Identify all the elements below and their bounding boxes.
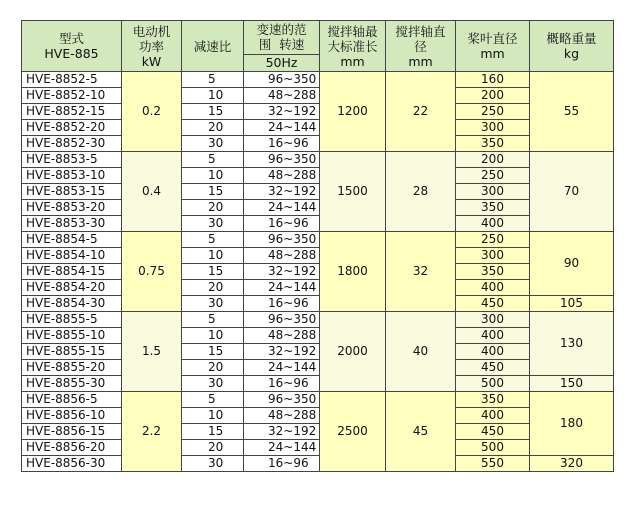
blade-diameter-cell: 250: [456, 168, 530, 184]
model-cell: HVE-8856-5: [22, 392, 122, 408]
header-weight-unit: kg: [563, 46, 580, 61]
ratio-cell: 10: [182, 168, 244, 184]
blade-diameter-cell: 300: [456, 184, 530, 200]
table-row: [22, 104, 614, 120]
ratio-cell: 30: [182, 456, 244, 472]
speed-cell: 48~288: [244, 248, 320, 264]
blade-diameter-cell: 300: [456, 120, 530, 136]
blade-diameter-cell: 160: [456, 72, 530, 88]
spec-table-body: [22, 72, 614, 472]
model-cell: HVE-8856-15: [22, 424, 122, 440]
shaft-diameter-cell: 28: [386, 152, 456, 232]
header-model-line-1: 型式: [58, 31, 84, 46]
table-row: [22, 88, 614, 104]
ratio-cell: 15: [182, 104, 244, 120]
blade-diameter-cell: 450: [456, 360, 530, 376]
ratio-cell: 30: [182, 216, 244, 232]
ratio-cell: 5: [182, 72, 244, 88]
header-diameter-line-1: 搅拌轴直: [395, 23, 446, 39]
speed-cell: 24~144: [244, 280, 320, 296]
ratio-cell: 10: [182, 328, 244, 344]
model-cell: HVE-8855-15: [22, 344, 122, 360]
blade-diameter-cell: 250: [456, 104, 530, 120]
ratio-cell: 5: [182, 232, 244, 248]
header-diameter-line-2: 径: [414, 38, 427, 54]
table-row: [22, 248, 614, 264]
header-power: [122, 21, 182, 72]
blade-diameter-cell: 300: [456, 312, 530, 328]
speed-cell: 24~144: [244, 360, 320, 376]
ratio-cell: 20: [182, 280, 244, 296]
header-power-line-2: 功率: [138, 38, 164, 54]
power-cell: 0.2: [122, 72, 182, 152]
table-row: [22, 328, 614, 344]
shaft-length-cell: 2500: [320, 392, 386, 472]
spec-table: [21, 20, 614, 472]
speed-cell: 16~96: [244, 216, 320, 232]
blade-diameter-cell: 400: [456, 328, 530, 344]
shaft-length-cell: 2000: [320, 312, 386, 392]
blade-diameter-cell: 200: [456, 88, 530, 104]
speed-cell: 32~192: [244, 104, 320, 120]
table-row: [22, 184, 614, 200]
shaft-length-cell: 1200: [320, 72, 386, 152]
weight-cell: 90: [530, 232, 614, 296]
ratio-cell: 30: [182, 376, 244, 392]
model-cell: HVE-8854-15: [22, 264, 122, 280]
model-cell: HVE-8856-20: [22, 440, 122, 456]
blade-diameter-cell: 350: [456, 136, 530, 152]
header-speed-unit: 50Hz: [244, 54, 319, 70]
ratio-cell: 30: [182, 296, 244, 312]
speed-cell: 16~96: [244, 296, 320, 312]
header-shaft-length: [320, 21, 386, 72]
blade-diameter-cell: 450: [456, 296, 530, 312]
ratio-cell: 5: [182, 312, 244, 328]
blade-diameter-cell: 500: [456, 376, 530, 392]
table-row: [22, 344, 614, 360]
speed-cell: 48~288: [244, 88, 320, 104]
table-row: [22, 216, 614, 232]
speed-cell: 32~192: [244, 344, 320, 360]
header-shaft-line-1: 搅拌轴最: [327, 23, 378, 39]
header-row: [22, 21, 614, 72]
blade-diameter-cell: 350: [456, 392, 530, 408]
speed-cell: 24~144: [244, 120, 320, 136]
header-weight-label: 概略重量: [546, 31, 597, 46]
weight-cell: 105: [530, 296, 614, 312]
header-diameter-unit: mm: [408, 53, 433, 69]
speed-cell: 96~350: [244, 232, 320, 248]
header-shaft-diameter: [386, 21, 456, 72]
shaft-length-cell: 1500: [320, 152, 386, 232]
header-weight: [530, 21, 614, 72]
ratio-cell: 5: [182, 392, 244, 408]
model-cell: HVE-8853-5: [22, 152, 122, 168]
ratio-cell: 15: [182, 184, 244, 200]
speed-cell: 48~288: [244, 408, 320, 424]
header-model: [22, 21, 122, 72]
header-speed: [244, 21, 320, 72]
blade-diameter-cell: 350: [456, 200, 530, 216]
shaft-diameter-cell: 22: [386, 72, 456, 152]
header-shaft-line-2: 大标准长: [327, 38, 378, 54]
blade-diameter-cell: 350: [456, 264, 530, 280]
ratio-cell: 30: [182, 136, 244, 152]
shaft-diameter-cell: 32: [386, 232, 456, 312]
blade-diameter-cell: 450: [456, 424, 530, 440]
ratio-cell: 15: [182, 264, 244, 280]
shaft-diameter-cell: 40: [386, 312, 456, 392]
speed-cell: 48~288: [244, 328, 320, 344]
weight-cell: 320: [530, 456, 614, 472]
model-cell: HVE-8855-5: [22, 312, 122, 328]
model-cell: HVE-8852-15: [22, 104, 122, 120]
model-cell: HVE-8855-10: [22, 328, 122, 344]
model-cell: HVE-8854-10: [22, 248, 122, 264]
header-blade: [456, 21, 530, 72]
blade-diameter-cell: 200: [456, 152, 530, 168]
table-row: [22, 72, 614, 88]
table-row: [22, 440, 614, 456]
power-cell: 1.5: [122, 312, 182, 392]
power-cell: 0.4: [122, 152, 182, 232]
model-cell: HVE-8852-20: [22, 120, 122, 136]
weight-cell: 180: [530, 392, 614, 456]
header-speed-line-1: 变速的范: [256, 22, 307, 37]
speed-cell: 96~350: [244, 312, 320, 328]
model-cell: HVE-8853-15: [22, 184, 122, 200]
table-row: [22, 168, 614, 184]
ratio-cell: 20: [182, 120, 244, 136]
speed-cell: 16~96: [244, 456, 320, 472]
model-cell: HVE-8855-20: [22, 360, 122, 376]
speed-cell: 32~192: [244, 184, 320, 200]
blade-diameter-cell: 400: [456, 280, 530, 296]
blade-diameter-cell: 400: [456, 216, 530, 232]
table-row: [22, 136, 614, 152]
blade-diameter-cell: 500: [456, 440, 530, 456]
blade-diameter-cell: 400: [456, 344, 530, 360]
speed-cell: 96~350: [244, 72, 320, 88]
speed-cell: 32~192: [244, 264, 320, 280]
speed-cell: 48~288: [244, 168, 320, 184]
blade-diameter-cell: 400: [456, 408, 530, 424]
weight-cell: 55: [530, 72, 614, 152]
table-row: [22, 424, 614, 440]
speed-cell: 24~144: [244, 440, 320, 456]
header-shaft-unit: mm: [340, 53, 365, 69]
speed-cell: 96~350: [244, 392, 320, 408]
model-cell: HVE-8856-30: [22, 456, 122, 472]
model-cell: HVE-8856-10: [22, 408, 122, 424]
ratio-cell: 20: [182, 200, 244, 216]
model-cell: HVE-8854-5: [22, 232, 122, 248]
speed-cell: 96~350: [244, 152, 320, 168]
table-row: [22, 296, 614, 312]
header-blade-unit: mm: [480, 46, 505, 61]
weight-cell: 130: [530, 312, 614, 376]
speed-cell: 16~96: [244, 376, 320, 392]
ratio-cell: 20: [182, 440, 244, 456]
model-cell: HVE-8852-10: [22, 88, 122, 104]
ratio-cell: 15: [182, 424, 244, 440]
table-row: [22, 408, 614, 424]
weight-cell: 70: [530, 152, 614, 232]
header-ratio: [182, 21, 244, 72]
table-row: [22, 152, 614, 168]
weight-cell: 150: [530, 376, 614, 392]
ratio-cell: 10: [182, 248, 244, 264]
speed-cell: 24~144: [244, 200, 320, 216]
table-row: [22, 232, 614, 248]
table-row: [22, 280, 614, 296]
table-row: [22, 360, 614, 376]
speed-cell: 32~192: [244, 424, 320, 440]
table-row: [22, 456, 614, 472]
header-model-line-2: HVE-885: [44, 46, 99, 61]
table-row: [22, 264, 614, 280]
table-row: [22, 376, 614, 392]
model-cell: HVE-8854-20: [22, 280, 122, 296]
model-cell: HVE-8853-20: [22, 200, 122, 216]
table-row: [22, 200, 614, 216]
model-cell: HVE-8853-10: [22, 168, 122, 184]
header-speed-line-2: 围 转速: [258, 37, 305, 52]
ratio-cell: 5: [182, 152, 244, 168]
header-power-line-1: 电动机: [132, 23, 171, 39]
power-cell: 0.75: [122, 232, 182, 312]
speed-cell: 16~96: [244, 136, 320, 152]
ratio-cell: 10: [182, 408, 244, 424]
blade-diameter-cell: 300: [456, 248, 530, 264]
blade-diameter-cell: 250: [456, 232, 530, 248]
header-ratio-label: 减速比: [193, 38, 232, 54]
blade-diameter-cell: 550: [456, 456, 530, 472]
table-row: [22, 312, 614, 328]
model-cell: HVE-8852-5: [22, 72, 122, 88]
model-cell: HVE-8853-30: [22, 216, 122, 232]
table-row: [22, 392, 614, 408]
header-power-unit: kW: [141, 53, 162, 69]
header-blade-label: 桨叶直径: [467, 31, 518, 46]
shaft-length-cell: 1800: [320, 232, 386, 312]
ratio-cell: 10: [182, 88, 244, 104]
ratio-cell: 20: [182, 360, 244, 376]
spec-table-wrapper: [21, 20, 614, 472]
model-cell: HVE-8854-30: [22, 296, 122, 312]
shaft-diameter-cell: 45: [386, 392, 456, 472]
ratio-cell: 15: [182, 344, 244, 360]
table-row: [22, 120, 614, 136]
model-cell: HVE-8855-30: [22, 376, 122, 392]
model-cell: HVE-8852-30: [22, 136, 122, 152]
power-cell: 2.2: [122, 392, 182, 472]
